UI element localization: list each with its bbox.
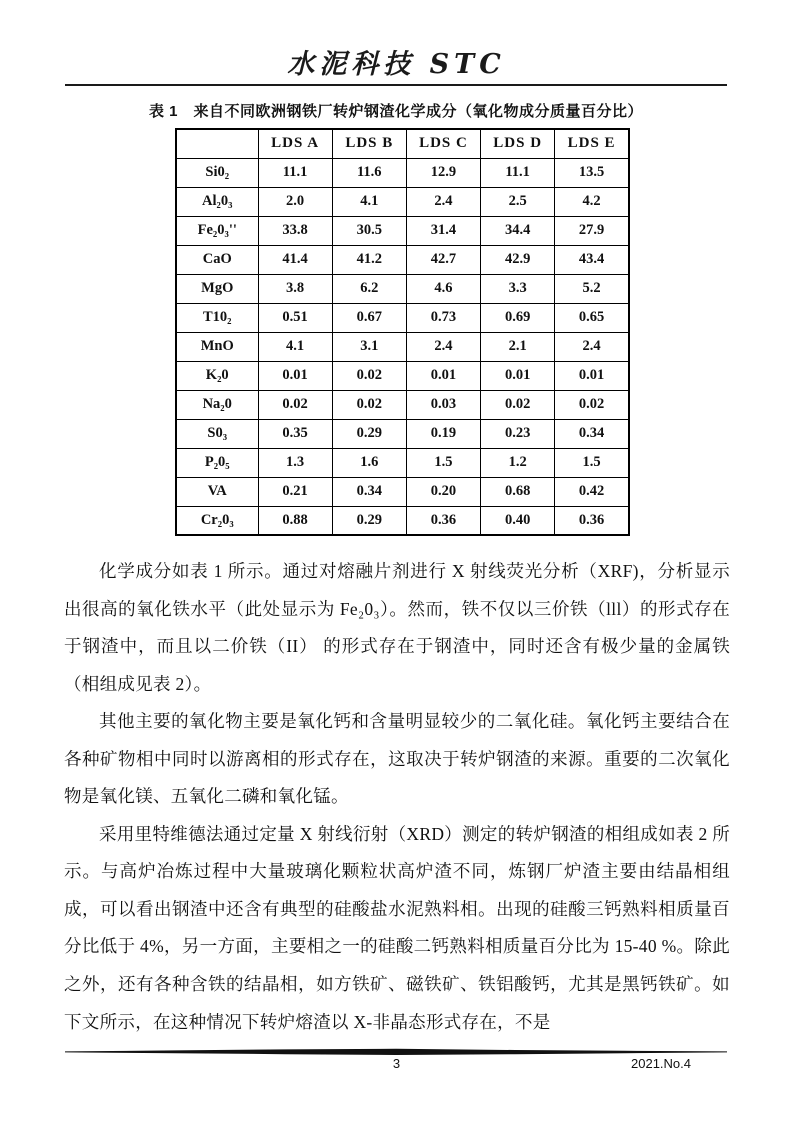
value-cell: 0.67 — [332, 303, 406, 332]
table-body — [176, 158, 629, 535]
table-row — [176, 448, 629, 477]
value-cell: 0.19 — [406, 419, 480, 448]
table-row — [176, 245, 629, 274]
table-row — [176, 303, 629, 332]
value-cell: 0.01 — [406, 361, 480, 390]
article-body — [64, 553, 730, 1041]
row-label-cell: Si0₂ — [176, 158, 258, 187]
page-number: 3 — [392, 1056, 401, 1071]
table-row — [176, 361, 629, 390]
row-label-cell: Al₂0₃ — [176, 187, 258, 216]
header-divider — [65, 84, 727, 86]
row-label-cell: K₂0 — [176, 361, 258, 390]
value-cell: 0.02 — [555, 390, 629, 419]
value-cell: 0.02 — [481, 390, 555, 419]
column-header: LDS E — [555, 129, 629, 158]
value-cell: 11.6 — [332, 158, 406, 187]
value-cell: 0.42 — [555, 477, 629, 506]
table-row — [176, 187, 629, 216]
value-cell: 1.6 — [332, 448, 406, 477]
value-cell: 0.34 — [555, 419, 629, 448]
value-cell: 0.01 — [481, 361, 555, 390]
table-row — [176, 158, 629, 187]
value-cell: 42.9 — [481, 245, 555, 274]
table-row — [176, 419, 629, 448]
paragraph-3: 采用里特维德法通过定量 X 射线衍射（XRD）测定的转炉钢渣的相组成如表 2 所示。与高炉冶炼过程中大量玻璃化颗粒状高炉渣不同，炼钢厂炉渣主要由结晶相组成，可以看出钢渣中还含有典型的硅酸盐水泥熟料相。出现的硅酸三钙熟料相质量百分比低于 4%，另一方面，主要相之一的硅酸二钙熟料相质量百分比为 15-40 %。除此之外，还有各种含铁的结晶相，如方铁矿、磁铁矿、铁铝酸钙，尤其是黑钙铁矿。如下文所示，在这种情况下转炉熔渣以 X-非晶态形式存在，不是 — [64, 823, 730, 1032]
value-cell: 0.34 — [332, 477, 406, 506]
value-cell: 0.68 — [481, 477, 555, 506]
value-cell: 5.2 — [555, 274, 629, 303]
row-label-cell: MgO — [176, 274, 258, 303]
value-cell: 34.4 — [481, 216, 555, 245]
value-cell: 27.9 — [555, 216, 629, 245]
value-cell: 0.88 — [258, 506, 332, 535]
value-cell: 2.5 — [481, 187, 555, 216]
row-label-cell: CaO — [176, 245, 258, 274]
value-cell: 2.4 — [406, 187, 480, 216]
row-label-cell: Na₂0 — [176, 390, 258, 419]
issue-label: 2021.No.4 — [631, 1056, 691, 1071]
table-caption: 表 1 来自不同欧洲钢铁厂转炉钢渣化学成分（氧化物成分质量百分比） — [148, 103, 643, 120]
value-cell: 0.35 — [258, 419, 332, 448]
value-cell: 6.2 — [332, 274, 406, 303]
column-header-blank — [176, 129, 258, 158]
value-cell: 11.1 — [258, 158, 332, 187]
value-cell: 3.8 — [258, 274, 332, 303]
value-cell: 4.2 — [555, 187, 629, 216]
column-header: LDS A — [258, 129, 332, 158]
value-cell: 12.9 — [406, 158, 480, 187]
column-header: LDS B — [332, 129, 406, 158]
value-cell: 4.6 — [406, 274, 480, 303]
value-cell: 1.2 — [481, 448, 555, 477]
row-label-cell: MnO — [176, 332, 258, 361]
value-cell: 0.69 — [481, 303, 555, 332]
value-cell: 0.40 — [481, 506, 555, 535]
paragraph-2: 其他主要的氧化物主要是氧化钙和含量明显较少的二氧化硅。氧化钙主要结合在各种矿物相中同时以游离相的形式存在，这取决于转炉钢渣的来源。重要的二次氧化物是氧化镁、五氧化二磷和氧化锰。 — [64, 711, 730, 807]
table-row — [176, 390, 629, 419]
value-cell: 31.4 — [406, 216, 480, 245]
journal-title: 水泥科技 STC — [287, 49, 506, 80]
value-cell: 42.7 — [406, 245, 480, 274]
value-cell: 2.4 — [555, 332, 629, 361]
value-cell: 1.5 — [555, 448, 629, 477]
value-cell: 0.21 — [258, 477, 332, 506]
value-cell: 0.29 — [332, 506, 406, 535]
table-row — [176, 274, 629, 303]
value-cell: 11.1 — [481, 158, 555, 187]
value-cell: 0.02 — [332, 361, 406, 390]
value-cell: 0.20 — [406, 477, 480, 506]
value-cell: 13.5 — [555, 158, 629, 187]
row-label-cell: P₂0₅ — [176, 448, 258, 477]
value-cell: 2.4 — [406, 332, 480, 361]
value-cell: 43.4 — [555, 245, 629, 274]
value-cell: 41.4 — [258, 245, 332, 274]
value-cell: 30.5 — [332, 216, 406, 245]
value-cell: 4.1 — [258, 332, 332, 361]
value-cell: 0.01 — [555, 361, 629, 390]
composition-table — [175, 128, 630, 536]
footer-divider — [65, 1048, 727, 1056]
table-header-row — [176, 129, 629, 158]
value-cell: 0.01 — [258, 361, 332, 390]
row-label-cell: Fe₂0₃'' — [176, 216, 258, 245]
value-cell: 2.0 — [258, 187, 332, 216]
value-cell: 0.03 — [406, 390, 480, 419]
value-cell: 0.36 — [555, 506, 629, 535]
value-cell: 33.8 — [258, 216, 332, 245]
value-cell: 1.3 — [258, 448, 332, 477]
value-cell: 4.1 — [332, 187, 406, 216]
value-cell: 2.1 — [481, 332, 555, 361]
row-label-cell: VA — [176, 477, 258, 506]
value-cell: 0.02 — [332, 390, 406, 419]
row-label-cell: S0₃ — [176, 419, 258, 448]
paragraph-1: 化学成分如表 1 所示。通过对熔融片剂进行 X 射线荧光分析（XRF)，分析显示出很高的氧化铁水平（此处显示为 Fe₂0₃）。然而，铁不仅以三价铁（lll）的形式存在于钢渣中，而且以二价铁（II） 的形式存在于钢渣中，同时还含有极少量的金属铁（相组成见表 2）。 — [64, 561, 730, 694]
value-cell: 0.36 — [406, 506, 480, 535]
table-row — [176, 506, 629, 535]
value-cell: 3.3 — [481, 274, 555, 303]
column-header: LDS D — [481, 129, 555, 158]
table-row — [176, 477, 629, 506]
row-label-cell: Cr₂0₃ — [176, 506, 258, 535]
column-header: LDS C — [406, 129, 480, 158]
value-cell: 0.23 — [481, 419, 555, 448]
table-row — [176, 216, 629, 245]
value-cell: 0.65 — [555, 303, 629, 332]
value-cell: 0.51 — [258, 303, 332, 332]
table-row — [176, 332, 629, 361]
value-cell: 3.1 — [332, 332, 406, 361]
value-cell: 41.2 — [332, 245, 406, 274]
value-cell: 0.73 — [406, 303, 480, 332]
value-cell: 0.02 — [258, 390, 332, 419]
value-cell: 1.5 — [406, 448, 480, 477]
value-cell: 0.29 — [332, 419, 406, 448]
row-label-cell: T10₂ — [176, 303, 258, 332]
